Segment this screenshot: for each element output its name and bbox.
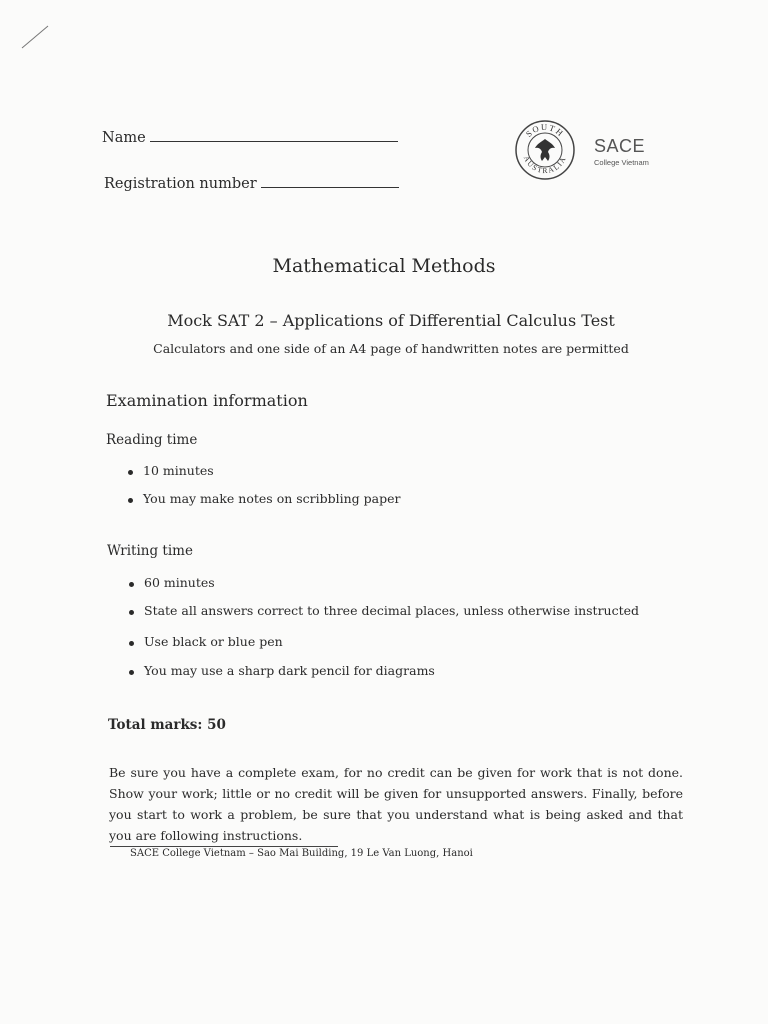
footnote-divider xyxy=(110,846,338,847)
sace-brand-text: SACE xyxy=(594,136,646,156)
exam-subtitle: Mock SAT 2 – Applications of Differential Calculus Test xyxy=(167,311,615,330)
svg-text:SOUTH: SOUTH xyxy=(523,121,567,139)
pen-stroke-mark xyxy=(20,24,50,50)
instructions-paragraph: Be sure you have a complete exam, for no credit can be given for work that is not done. Show your work; little or no credit will be given for unsupported answers. Finally, before you start to work a problem, be sure that you understand what is being asked and that you are following instructions. xyxy=(109,765,683,843)
name-blank-line[interactable] xyxy=(150,140,398,142)
svg-text:AUSTRALIA: AUSTRALIA xyxy=(521,154,569,176)
writing-time-heading: Writing time xyxy=(107,543,193,559)
permitted-materials: Calculators and one side of an A4 page of handwritten notes are permitted xyxy=(153,341,629,356)
registration-blank-line[interactable] xyxy=(261,186,399,188)
writing-time-list xyxy=(129,575,639,678)
sace-logo xyxy=(515,120,665,184)
registration-label: Registration number xyxy=(104,176,257,192)
registration-field[interactable] xyxy=(104,176,399,192)
list-item: State all answers correct to three decimal places, unless otherwise instructed xyxy=(129,603,639,618)
list-item: You may make notes on scribbling paper xyxy=(128,491,400,506)
total-marks: Total marks: 50 xyxy=(108,717,226,733)
sace-brand-subtext: College Vietnam xyxy=(594,158,649,167)
list-item: Use black or blue pen xyxy=(129,634,639,649)
name-label: Name xyxy=(102,130,146,146)
name-field[interactable] xyxy=(102,130,398,146)
footnote-address: SACE College Vietnam – Sao Mai Building, 19 Le Van Luong, Hanoi xyxy=(130,848,473,859)
list-item: 60 minutes xyxy=(129,575,639,590)
exam-title: Mathematical Methods xyxy=(272,255,496,277)
exam-info-heading: Examination information xyxy=(106,391,308,410)
list-item: You may use a sharp dark pencil for diagrams xyxy=(129,663,639,678)
south-australia-seal-icon xyxy=(515,120,575,180)
list-item: 10 minutes xyxy=(128,463,400,478)
reading-time-list xyxy=(128,463,400,506)
reading-time-heading: Reading time xyxy=(106,432,198,448)
